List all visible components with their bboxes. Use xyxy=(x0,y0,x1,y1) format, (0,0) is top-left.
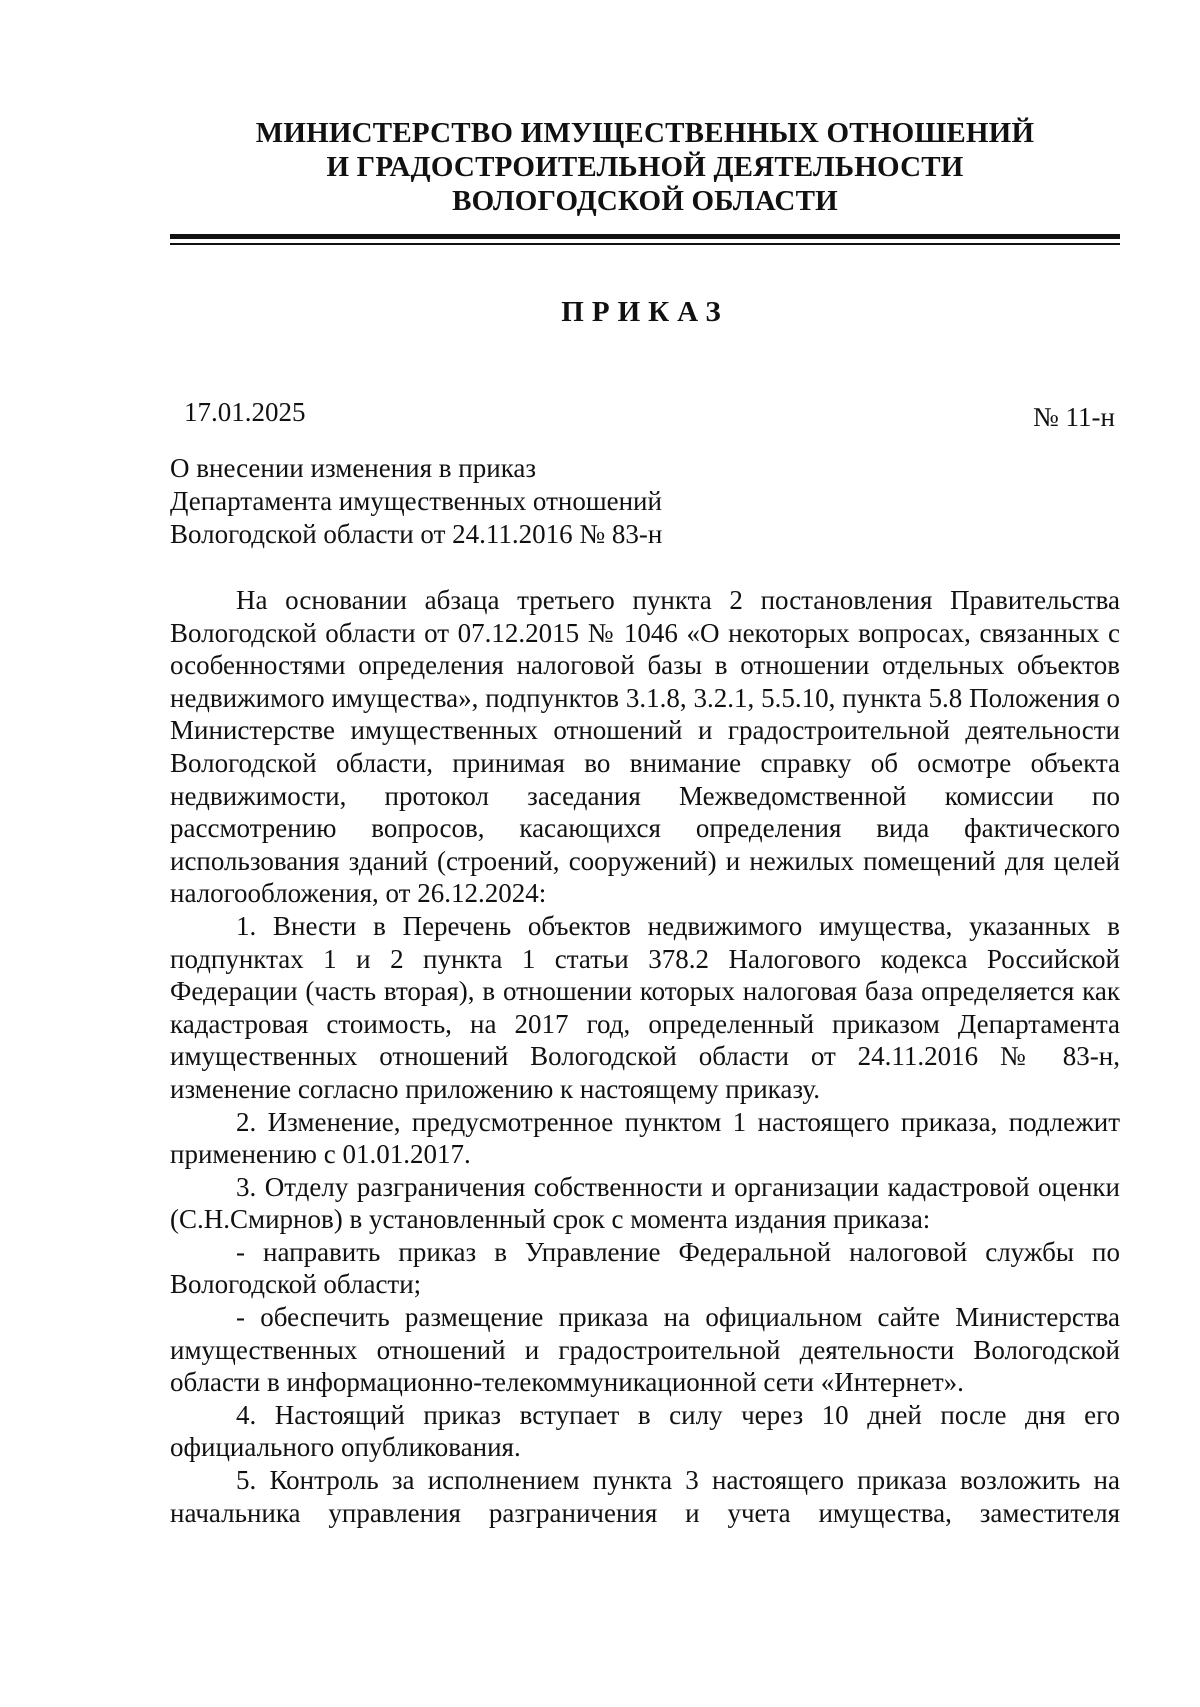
preamble-paragraph: На основании абзаца третьего пункта 2 постановления Правительства Вологодской области от 07.12.2015 № 1046 «О некоторых вопросах, связанных с особенностями определения налоговой базы в отношении отдельных объектов недвижимого имущества», подпунктов 3.1.8, 3.2.1, 5.5.10, пункта 5.8 Положения о Министерстве имущественных отношений и градостроительной деятельности Вологодской области, принимая во внимание справку об осмотре объекта недвижимости, протокол заседания Межведомственной комиссии по рассмотрению вопросов, касающихся определения вида фактического использования зданий (строений, сооружений) и нежилых помещений для целей налогообложения, от 26.12.2024: xyxy=(170,585,1120,909)
subject-line-2: Департамента имущественных отношений xyxy=(170,486,662,516)
item-4-paragraph: 4. Настоящий приказ вступает в силу через 10 дней после дня его официального опубликования. xyxy=(170,1399,1120,1463)
item-1-paragraph: 1. Внести в Перечень объектов недвижимого имущества, указанных в подпунктах 1 и 2 пункта 1 статьи 378.2 Налогового кодекса Российской Федерации (часть вторая), в отношении которых налоговая база определяется как кадастровая стоимость, на 2017 год, определенный приказом Департамента имущественных отношений Вологодской области от 24.11.2016 № 83-н, изменение согласно приложению к настоящему приказу. xyxy=(170,910,1120,1104)
document-type-title: ПРИКАЗ xyxy=(561,296,729,328)
item-2-paragraph: 2. Изменение, предусмотренное пунктом 1 настоящего приказа, подлежит применению с 01.01.2017. xyxy=(170,1106,1120,1170)
ministry-header xyxy=(170,116,1120,218)
document-subject xyxy=(170,452,870,551)
header-divider-thick xyxy=(170,234,1120,239)
document-body xyxy=(170,584,1120,1529)
subject-line-1: О внесении изменения в приказ xyxy=(170,453,537,483)
header-divider-thin xyxy=(170,243,1120,245)
document-date: 17.01.2025 xyxy=(184,397,306,427)
ministry-header-line-3: ВОЛОГОДСКОЙ ОБЛАСТИ xyxy=(452,185,838,217)
subject-line-3: Вологодской области от 24.11.2016 № 83-н xyxy=(170,519,663,549)
item-3-paragraph: 3. Отделу разграничения собственности и организации кадастровой оценки (С.Н.Смирнов) в установленный срок с момента издания приказа: xyxy=(170,1171,1120,1235)
document-number: № 11-н xyxy=(1033,402,1115,432)
ministry-header-line-1: МИНИСТЕРСТВО ИМУЩЕСТВЕННЫХ ОТНОШЕНИЙ xyxy=(255,117,1035,149)
ministry-header-line-2: И ГРАДОСТРОИТЕЛЬНОЙ ДЕЯТЕЛЬНОСТИ xyxy=(326,151,964,183)
item-3a-paragraph: - направить приказ в Управление Федеральной налоговой службы по Вологодской области; xyxy=(170,1236,1120,1300)
item-3b-paragraph: - обеспечить размещение приказа на официальном сайте Министерства имущественных отношений и градостроительной деятельности Вологодской области в информационно-телекоммуникационной сети «Интернет». xyxy=(170,1302,1120,1398)
item-5-paragraph: 5. Контроль за исполнением пункта 3 настоящего приказа возложить на начальника управления разграничения и учета имущества, заместителя xyxy=(170,1465,1120,1528)
